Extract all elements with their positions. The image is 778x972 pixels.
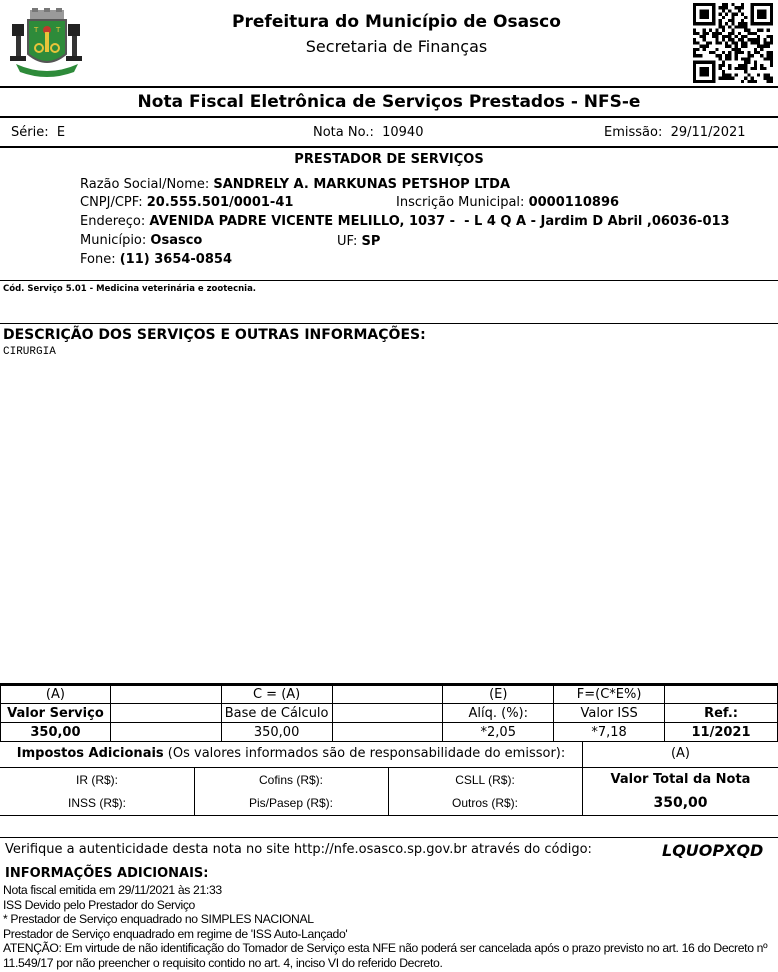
empty-cell [332, 685, 443, 704]
empty-cell [110, 723, 221, 742]
pis-pasep-label: Pis/Pasep (R$): [248, 796, 334, 810]
cnpj-label: CNPJ/CPF: [80, 195, 143, 210]
inscricao-value: 0000110896 [528, 195, 620, 210]
ref-value: 11/2021 [665, 723, 778, 742]
municipality-title: Prefeitura do Município de Osasco [232, 12, 561, 32]
empty-cell [332, 723, 443, 742]
emissao-field [604, 125, 746, 140]
aliquota-formula: (E) [443, 685, 554, 704]
info-adicionais-title: INFORMAÇÕES ADICIONAIS: [5, 866, 209, 881]
prestador-section-title: PRESTADOR DE SERVIÇOS [294, 152, 484, 167]
value-row [1, 723, 778, 742]
document-title: Nota Fiscal Eletrônica de Serviços Prestados - NFS-e [137, 92, 641, 112]
inscricao-label: Inscrição Municipal: [396, 195, 525, 210]
valor-iss-label: Valor ISS [554, 704, 665, 723]
uf-field [337, 234, 380, 249]
impostos-title: Impostos Adicionais [16, 746, 164, 761]
ir-label: IR (R$): [76, 773, 118, 787]
cnpj-value: 20.555.501/0001-41 [146, 195, 294, 210]
razao-social-value: SANDRELY A. MARKUNAS PETSHOP LTDA [213, 177, 511, 192]
label-row [1, 704, 778, 723]
valor-total-label: Valor Total da Nota [610, 772, 751, 787]
impostos-adicionais-header [0, 741, 582, 768]
impostos-grid [0, 767, 778, 816]
valor-servico-value: 350,00 [1, 723, 111, 742]
divider [0, 323, 778, 324]
serie-field [11, 125, 65, 140]
empty-cell [110, 685, 221, 704]
info-line: ISS Devido pelo Prestador do Serviço [3, 897, 195, 912]
description-body: CIRURGIA [3, 346, 56, 358]
empty-cell [110, 704, 221, 723]
values-table [0, 683, 778, 742]
aliquota-value: *2,05 [443, 723, 554, 742]
divider [0, 837, 778, 838]
municipio-field [80, 233, 202, 248]
divider [0, 116, 778, 118]
info-line: Nota fiscal emitida em 29/11/2021 às 21:33 [3, 883, 222, 897]
info-line: ATENÇÃO: Em virtude de não identificação do Tomador de Serviço esta NFE não poderá ser cancelada após o prazo previsto no art. 16 do Decreto nº 11.549/17 por não preencher o requisito contido no art. 4, inciso VI do referido Decreto. [3, 941, 768, 970]
municipio-value: Osasco [150, 233, 203, 248]
fone-label: Fone: [80, 252, 116, 267]
total-formula: (A) [582, 741, 778, 768]
base-calculo-label: Base de Cálculo [221, 704, 332, 723]
razao-social-label: Razão Social/Nome: [80, 177, 210, 192]
qr-code-icon [693, 3, 773, 83]
outros-label: Outros (R$): [451, 796, 518, 810]
base-calculo-value: 350,00 [221, 723, 332, 742]
fone-value: (11) 3654-0854 [119, 252, 232, 267]
razao-social-field [80, 177, 510, 192]
svg-text:T: T [56, 26, 61, 34]
inscricao-municipal-field [396, 195, 619, 210]
cofins-label: Cofins (R$): [258, 773, 323, 787]
nota-number-field [313, 125, 423, 140]
serie-label: Série: [11, 125, 49, 140]
info-adicionais-lines [3, 883, 775, 970]
valor-servico-label: Valor Serviço [1, 704, 111, 723]
cnpj-field [80, 195, 293, 210]
nota-label: Nota No.: [313, 125, 374, 140]
municipio-label: Município: [80, 233, 147, 248]
nota-value: 10940 [382, 125, 424, 140]
endereco-label: Endereço: [80, 214, 146, 229]
valor-iss-value: *7,18 [554, 723, 665, 742]
verification-code: LQUOPXQD [662, 841, 764, 860]
endereco-value: AVENIDA PADRE VICENTE MELILLO, 1037 - - L 4 Q A - Jardim D Abril ,06036-013 [149, 214, 730, 229]
valor-total-value: 350,00 [653, 795, 708, 811]
empty-cell [665, 685, 778, 704]
base-calculo-formula: C = (A) [221, 685, 332, 704]
info-line: Prestador de Serviço enquadrado em regime de 'ISS Auto-Lançado' [3, 926, 348, 941]
valor-servico-formula: (A) [1, 685, 111, 704]
inss-label: INSS (R$): [67, 796, 126, 810]
formula-row [1, 685, 778, 704]
empty-cell [332, 704, 443, 723]
verification-text: Verifique a autenticidade desta nota no site http://nfe.osasco.sp.gov.br através do código: [5, 842, 592, 857]
description-title: DESCRIÇÃO DOS SERVIÇOS E OUTRAS INFORMAÇÕES: [3, 327, 426, 343]
emissao-label: Emissão: [604, 125, 663, 140]
endereco-field [80, 214, 730, 229]
info-line: * Prestador de Serviço enquadrado no SIMPLES NACIONAL [3, 912, 314, 926]
csll-label: CSLL (R$): [455, 773, 515, 787]
divider [0, 280, 778, 281]
ref-label: Ref.: [665, 704, 778, 723]
divider [0, 86, 778, 88]
aliquota-label: Alíq. (%): [443, 704, 554, 723]
serie-value: E [56, 125, 66, 140]
department-subtitle: Secretaria de Finanças [305, 37, 488, 56]
uf-label: UF: [337, 234, 358, 249]
impostos-note: (Os valores informados são de responsabilidade do emissor): [163, 746, 566, 761]
uf-value: SP [361, 234, 381, 249]
fone-field [80, 252, 232, 267]
valor-iss-formula: F=(C*E%) [554, 685, 665, 704]
divider [0, 146, 778, 148]
service-code: Cód. Serviço 5.01 - Medicina veterinária e zootecnia. [3, 284, 257, 294]
emissao-value: 29/11/2021 [670, 125, 746, 140]
svg-text:T: T [34, 26, 39, 34]
